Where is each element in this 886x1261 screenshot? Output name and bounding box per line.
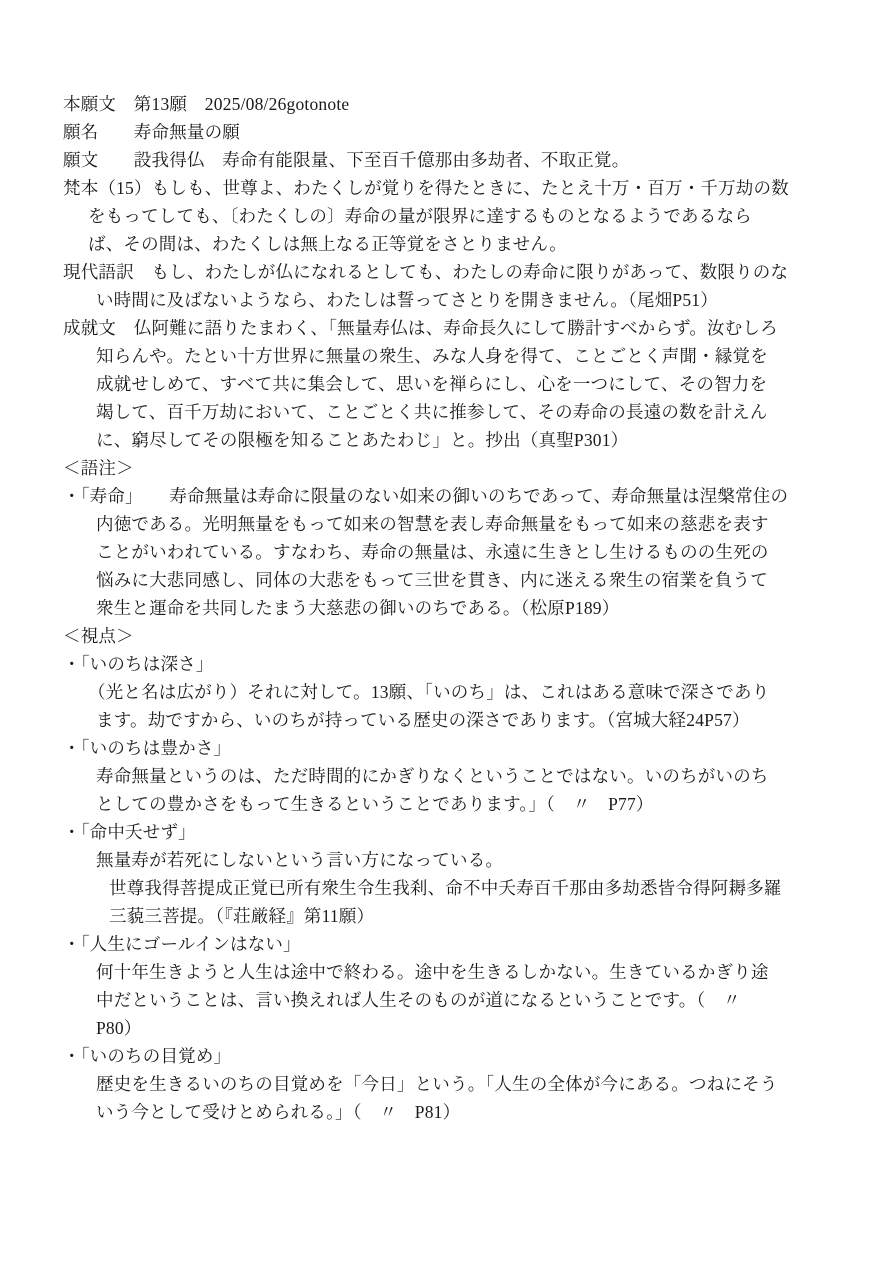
text-line: ・「いのちは豊かさ」	[63, 738, 232, 758]
text-line: 本願文 第13願 2025/08/26gotonote	[63, 94, 350, 114]
text-line: 世尊我得菩提成正覚已所有衆生令生我刹、命不中夭寿百千那由多劫悉皆令得阿耨多羅	[109, 878, 782, 898]
text-line: としての豊かさをもって生きるということであります。」（ 〃 P77）	[96, 794, 654, 814]
text-line: をもってしても、〔わたくしの〕寿命の量が限界に達するものとなるようであるなら	[88, 206, 752, 226]
text-line: ＜語注＞	[63, 458, 134, 478]
text-line: ・「人生にゴールインはない」	[63, 934, 301, 954]
text-line: 内徳である。光明無量をもって如来の智慧を表し寿命無量をもって如来の慈悲を表す	[96, 514, 769, 534]
text-line: 梵本（15）もしも、世尊よ、わたくしが覚りを得たときに、たとえ十万・百万・千万劫の数	[63, 178, 789, 198]
text-line: ・「命中夭せず」	[63, 822, 196, 842]
text-line: 知らんや。たとい十方世界に無量の衆生、みな人身を得て、ことごとく声聞・縁覚を	[96, 346, 768, 366]
text-line: 中だということは、言い換えれば人生そのものが道になるということです。（ 〃	[96, 990, 741, 1010]
text-line: に、窮尽してその限極を知ることあたわじ」と。抄出（真聖P301）	[96, 430, 629, 450]
text-line: 寿命無量というのは、ただ時間的にかぎりなくということではない。いのちがいのち	[96, 766, 769, 786]
text-line: 竭して、百千万劫において、ことごとく共に推参して、その寿命の長遠の数を計えん	[96, 402, 768, 422]
text-line: いう今として受けとめられる。」（ 〃 P81）	[96, 1102, 461, 1122]
text-line: 歴史を生きるいのちの目覚めを「今日」という。「人生の全体が今にある。つねにそう	[96, 1074, 778, 1094]
text-line: 成就文 仏阿難に語りたまわく、「無量寿仏は、寿命長久にして勝計すべからず。汝むしろ	[63, 318, 778, 338]
text-line: 無量寿が若死にしないという言い方になっている。	[96, 850, 504, 870]
text-line: 願文 設我得仏 寿命有能限量、下至百千億那由多劫者、不取正覚。	[63, 150, 630, 170]
text-line: 成就せしめて、すべて共に集会して、思いを禅らにし、心を一つにして、その智力を	[96, 374, 768, 394]
text-line: 三藐三菩提。（『荘厳経』第11願）	[109, 906, 375, 926]
text-line: ＜視点＞	[63, 626, 134, 646]
text-line: P80）	[96, 1018, 142, 1038]
text-line: ことがいわれている。すなわち、寿命の無量は、永遠に生きとし生けるものの生死の	[96, 542, 769, 562]
document-body	[63, 90, 853, 1126]
text-line: ・「いのちは深さ」	[63, 654, 214, 674]
text-line: （光と名は広がり）それに対して。13願、「いのち」は、これはある意味で深さであり	[88, 682, 770, 702]
text-line: ・「寿命」 寿命無量は寿命に限量のない如来の御いのちであって、寿命無量は涅槃常住の	[63, 486, 789, 506]
text-line: 何十年生きようと人生は途中で終わる。途中を生きるしかない。生きているかぎり途	[96, 962, 769, 982]
text-line: 悩みに大悲同感し、同体の大悲をもって三世を貫き、内に迷える衆生の宿業を負うて	[96, 570, 768, 590]
text-line: い時間に及ばないようなら、わたしは誓ってさとりを開きません。（尾畑P51）	[96, 290, 718, 310]
text-line: ます。劫ですから、いのちが持っている歴史の深さであります。（宮城大経24P57）	[96, 710, 750, 730]
text-line: ば、その間は、わたくしは無上なる正等覚をさとりません。	[88, 234, 567, 254]
text-line: 衆生と運命を共同したまう大慈悲の御いのちである。（松原P189）	[96, 598, 620, 618]
text-line: ・「いのちの目覚め」	[63, 1046, 232, 1066]
text-line: 願名 寿命無量の願	[63, 122, 240, 142]
text-line: 現代語訳 もし、わたしが仏になれるとしても、わたしの寿命に限りがあって、数限りのな	[63, 262, 789, 282]
